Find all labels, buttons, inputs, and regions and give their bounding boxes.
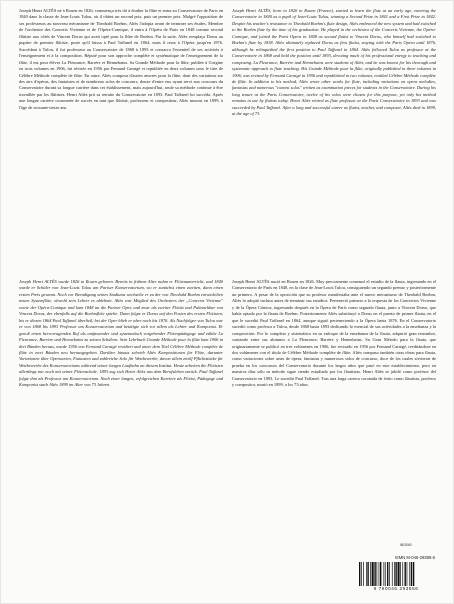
barcode-bar	[374, 562, 375, 588]
barcode-bar	[398, 562, 400, 588]
barcode-bar	[385, 562, 386, 588]
barcode-bar	[400, 562, 401, 588]
barcode-bar	[413, 562, 414, 588]
french-biography: Joseph Henri ALTÈS né à Rouen en 1826, commença très tôt à étudier la flûte et entra au Conservatoire de Paris en 1840 dans la classe de Jean-Louis Tulou, où il obtint un second prix, puis un premier prix. Malgré l'opposition de ses professeurs au nouveau mécanisme de Theobald Boehm, Altès l'adopta avant de terminer ses études. Membre de l'orchestre des Concerts Vivienne et de l'Opéra-Comique, il entra à l'Opéra de Paris en 1848 comme second flûtiste aux côtés de Vincent Dorus qui avait opté pour la flûte de Boehm. Par la suite, Altès remplaça Dorus au pupitre de premier flûtiste, poste qu'il laissa à Paul Taffanel en 1864, mais il resta à l'Opéra jusqu'en 1876. Succédant à Tulou, il fut professeur au Conservatoire de 1868 à 1893 et consacra l'essentiel de ses activités à l'enseignement et à la composition. Réputé pour son approche complète et systématique de l'enseignement de la flûte, il eut pour élèves La Fleurance, Barrère et Hennebains. Sa Grande Méthode pour la flûte, publiée à l'origine en trois volumes en 1906, fut révisée en 1956 par Fernand Caratgé et republiée en deux volumes sous le titre de Célèbre Méthode complète de flûte. En outre, Altès composa d'autres œuvres pour la flûte, dont des variations sur des airs d'opéras, des fantaisies et de nombreux solos de concours, douze d'entre eux ayant servi aux concours du Conservatoire durant sa longue carrière dans cet établissement, mais aujourd'hui, seule sa méthode continue à être travaillée par les flûtistes. Henri Altès prit sa retraite du Conservatoire en 1893. Paul Taffanel lui succéda. Après une longue carrière couronnée de succès en tant que flûtiste, professeur et compositeur, Altès mourut en 1899, à l'âge de soixante-treize ans.	[19, 8, 223, 110]
barcode-bar	[366, 562, 367, 588]
barcode-bar	[389, 562, 390, 588]
barcode-bar	[405, 562, 406, 588]
barcode-digits: 9 790046 293856	[357, 586, 435, 591]
barcode-bar	[377, 562, 378, 588]
barcode-bar	[372, 562, 374, 588]
barcode-bar	[359, 562, 360, 588]
barcode-bar	[370, 562, 371, 588]
catalog-code: IB/3060	[400, 543, 412, 547]
barcode-bar	[409, 562, 410, 588]
barcode-bar	[361, 562, 362, 588]
german-biography: Joseph Henri ALTÈS wurde 1826 in Rouen geboren. Bereits in frühem Alter nahm er Flötenunterricht, und 1840 wurde er Schüler von Jean-Louis Tulou am Pariser Konservatorium, wo er zunächst einen zweiten, dann einen ersten Preis gewann. Noch vor Beendigung seines Studiums wechselte er zu der von Theobald Boehm entwickelten neuen Systemflöte, obwohl sein Lehrer es ablehnte. Altès war Mitglied des Orchesters der „Concerts Vivienne" sowie der Opéra-Comique und kam 1848 an die Pariser Oper, und zwar als zweiter Flötist und Pultnachbar von Vincent Dorus, der ebenfalls auf die Boehmflöte spielte. Dann folgte er Dorus auf den Posten des ersten Flötisten, bis er diesen 1864 Paul Taffanel überließ, bei der Oper blieb er aber noch bis 1876. Als Nachfolger von Tulou war er von 1868 bis 1893 Professor am Konservatorium und betätigte sich vor allem als Lehrer und Komponist. Er genoß einen hervorragenden Ruf als umfassender und systematisch vorgehender Flötenpädagoge und zählte La Fleurance, Barrère und Hennebains zu seinen Schülern. Sein Lehrbuch Grande Méthode pour la flûte kam 1906 in drei Bänden heraus, wurde 1956 von Fernand Caratgé revidiert und unter dem Titel Célèbre Méthode complète de flûte in zwei Bänden neu herausgegeben. Darüber hinaus schrieb Altès Kompositionen für Flöte, darunter Variationen über Opernarien, Fantasien und zahlreiche Solo für Wettbewerbe, davon allein zwölf Pflichtstücke für Wettbewerbe des Konservatoriums während seiner langen Laufbahn an diesem Institut. Heute arbeiten die Flötisten allerdings nur noch mit seiner Flötenschule. 1893 zog sich Henri Altès aus dem Berufsleben zurück. Paul Taffanel folgte ihm als Professor am Konservatorium. Nach einer langen, erfolgreichen Karriere als Flötist, Pädagoge und Komponist starb Altès 1899 im Alter von 73 Jahren.	[19, 279, 223, 388]
ismn-number: ISMN M-046-29385-6	[394, 555, 435, 560]
barcode-bar	[384, 562, 385, 588]
spanish-biography: Joseph Henri ALTÈS nació en Rouen en 1826. Muy precozmente comenzó el estudio de la flauta, ingresando en el Conservatorio de París en 1840, en la clase de Jean-Louis Tulou, consiguiendo un segundo premio y posteriormente un primero. A pesar de la oposición que su profesor manifestaba ante el nuevo mecanismo de Theobald Boehm, Altès lo adoptó incluso antes de terminar sus estudios. Perteneció primero a la orquesta de los Conciertos Vivienne y de la Ópera Cómica, ingresando después en la Ópera de París como segundo flauta, junto a Vincent Dorus, que había optado por la flauta de Boehm. Posteriormente Altès substituyó a Dorus en el puesto de primer flauta, en el que le sucedió Paul Taffanel en 1864, aunque siguió perteneciendo a la Ópera hasta 1876. En el Conservatorio sucedió como profesor a Tulou, desde 1868 hasta 1893 dedicando lo esencial de sus actividades a la enseñanza y la composición. Por lo completo y sistemático en su enfoque de la enseñanza de la flauta, adquirió gran renombre, contando entre sus alumnos a La Fleurance, Barrère y Hennebains. Su Gran Método para la flauta, que originariamente se publicó en tres volúmenes en 1906, fue revisado en 1956 por Fernand Caratgé, reeditándose en dos volúmenes con el título de Célèbre Méthode complète de flûte. Altès compuso también otras obras para flauta, como variaciones sobre arias de ópera, fantasías y numerosos solos de concurso, doce de los cuales sirvieron de prueba en los concursos del Conservatorio durante los largos años que pasó en este establecimiento, pero en nuestros días sólo su método sigue siendo estudiado por los flautistas. Henri Altès se jubiló como profesor del Conservatorio en 1893. Le sucedió Paul Taffanel. Tras una larga carrera coronada de éxito como flautista, profesor y compositor, murió en 1899, a los 73 años.	[232, 279, 436, 388]
barcode-bars	[357, 562, 435, 588]
barcode-bar	[379, 562, 380, 588]
barcode-bar	[407, 562, 408, 588]
english-biography: Joseph Henri ALTÈS, born in 1826 in Rouen (France), started to learn the flute at an early age, entering the Conservatoire in 1840 as a pupil of Jean-Louis Tulou, winning a Second Prize in 1841 and a First Prize in 1842. Despite his teacher's resistance to Theobald Boehm's flute design, Altès embraced the new system and had switched to the Boehm flute by the time of his graduation. He played in the orchestra of the Concerts Vivienne, the Opéra-Comique, and joined the Paris Opera in 1848 as second flutist to Vincent Dorus, who himself had switched to Boehm's flute by 1838. Altès ultimately replaced Dorus as first flutist, staying with the Paris Opera until 1876, although he relinquished the first position to Paul Taffanel in 1864. Altès followed Tulou as professor at the Conservatoire in 1868 and held the position until 1893, devoting much of his professional energy to teaching and composing. La Fleurance, Barrère and Hennebains were students of Altès, and he was known for his thorough and systematic approach to flute teaching. His Grande Méthode pour la flûte, originally published in three volumes in 1906, was revised by Fernand Caratgé in 1956 and republished in two volumes, entitled Célèbre Méthode complète de flûte. In addition to his method, Altès wrote other works for flute, including variations on opera melodies, fantasias and numerous "contest solos" written as examination pieces for students in the Conservatoire. During his long tenure at the Paris Conservatoire, twelve of his solos were chosen for this purpose, yet only his method remains in use by flutists today. Henri Altès retired as flute professor at the Paris Conservatoire in 1893 and was succeeded by Paul Taffanel. After a long and successful career as flutist, teacher, and composer, Altès died in 1899, at the age of 73.	[232, 8, 436, 117]
barcode-bar	[411, 562, 412, 588]
barcode-bar	[387, 562, 388, 588]
barcode-bar	[402, 562, 403, 588]
barcode-bar	[395, 562, 396, 588]
barcode-bar	[367, 562, 368, 588]
barcode-bar	[380, 562, 381, 588]
barcode-bar	[392, 562, 393, 588]
barcode-bar	[394, 562, 395, 588]
barcode-bar	[363, 562, 364, 588]
